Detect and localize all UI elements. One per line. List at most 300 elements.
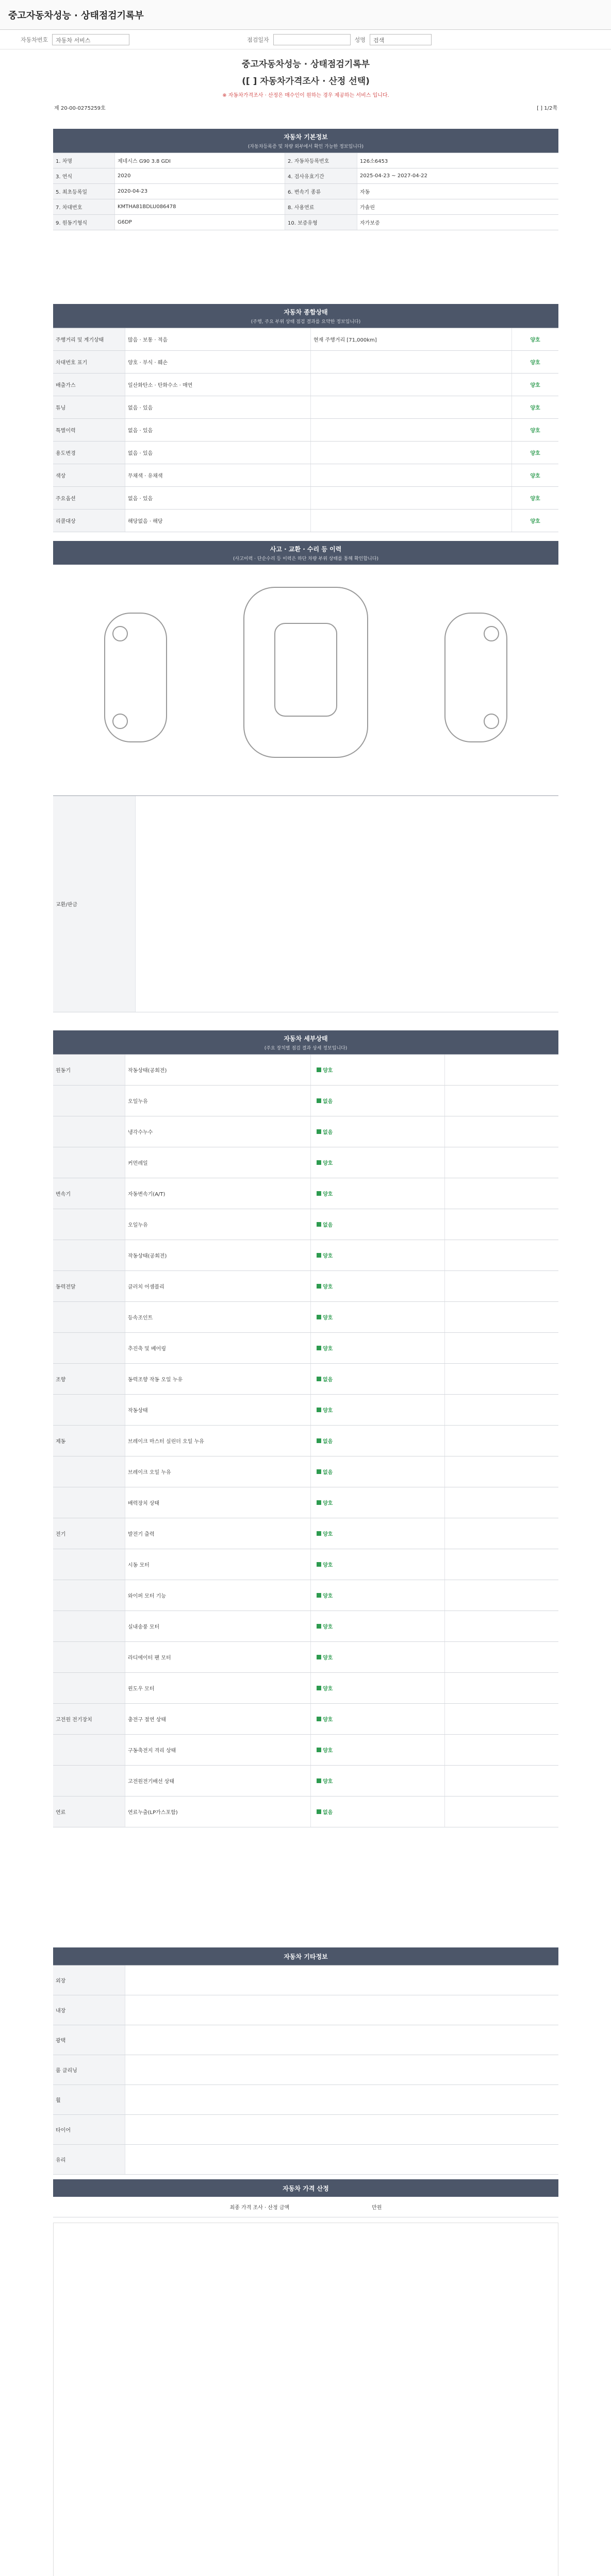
detail-item: 윈도우 모터: [125, 1673, 311, 1703]
detail-check: [311, 1611, 445, 1641]
overall-result: 양호: [530, 360, 540, 366]
overall-memo: 현재 주행거리 [71,000km]: [311, 328, 512, 350]
detail-memo: [445, 1704, 558, 1734]
detail-item: 등속조인트: [125, 1302, 311, 1332]
detail-check-value: 양호: [323, 1686, 333, 1692]
detail-item: 자동변속기(A/T): [125, 1178, 311, 1209]
detail-row: [53, 1518, 558, 1549]
price-unit: 만원: [372, 2205, 382, 2211]
overall-result: 양호: [530, 496, 540, 502]
detail-check-value: 양호: [323, 1161, 333, 1166]
detail-item: 브레이크 오일 누유: [125, 1456, 311, 1487]
info-value: KMTHA81BDLU086478: [115, 199, 285, 214]
detail-grid: [53, 1054, 558, 1827]
detail-check-value: 없음: [323, 1439, 333, 1445]
detail-check: [311, 1116, 445, 1147]
other-row: [53, 2115, 558, 2145]
filter-input-name[interactable]: 검색: [370, 34, 432, 45]
detail-memo: [445, 1055, 558, 1085]
detail-memo: [445, 1178, 558, 1209]
detail-check-value: 없음: [323, 1099, 333, 1105]
overall-key: 특별이력: [53, 419, 125, 441]
detail-check: [311, 1456, 445, 1487]
detail-row: [53, 1580, 558, 1611]
other-key: 외장: [53, 1965, 125, 1995]
info-value: 자동: [360, 190, 370, 195]
overall-options: 없음 · 있음: [125, 487, 311, 509]
overall-key: 배출가스: [53, 374, 125, 396]
overall-result: 양호: [530, 473, 540, 479]
price-row: [53, 2197, 558, 2217]
detail-item: 추진축 및 베어링: [125, 1333, 311, 1363]
check-icon: [317, 1377, 321, 1381]
other-body: [125, 2145, 558, 2174]
detail-row: [53, 1364, 558, 1395]
accident-table: [53, 796, 558, 1012]
info-row: [53, 199, 558, 215]
detail-check-value: 양호: [323, 1532, 333, 1537]
check-icon: [317, 1778, 321, 1783]
section-detail: [53, 1030, 558, 1827]
detail-check-value: 양호: [323, 1346, 333, 1352]
detail-group: [53, 1456, 125, 1487]
band-sub: (주요 장치별 점검 결과 상세 정보입니다): [264, 1045, 348, 1051]
check-icon: [317, 1531, 321, 1536]
accident-body: [136, 796, 558, 1012]
detail-check: [311, 1580, 445, 1611]
detail-item: 고전원전기배선 상태: [125, 1766, 311, 1796]
info-key: 2. 자동차등록번호: [285, 153, 357, 168]
check-icon: [317, 1809, 321, 1814]
info-row: [53, 215, 558, 230]
detail-check: [311, 1395, 445, 1425]
overall-memo: [311, 487, 512, 509]
price-label: 최종 가격 조사 · 산정 금액: [229, 2205, 290, 2211]
detail-memo: [445, 1642, 558, 1672]
overall-row: [53, 487, 558, 510]
detail-check-value: 양호: [323, 1624, 333, 1630]
check-icon: [317, 1346, 321, 1350]
detail-group: [53, 1642, 125, 1672]
overall-result: 양호: [530, 428, 540, 434]
detail-item: 와이퍼 모터 기능: [125, 1580, 311, 1611]
filter-label-car: 자동차번호: [21, 36, 48, 43]
overall-memo: [311, 396, 512, 418]
overall-options: 일산화탄소 · 탄화수소 · 매연: [125, 374, 311, 396]
section-basic-info: [53, 129, 558, 230]
detail-check-value: 양호: [323, 1594, 333, 1599]
info-value: 126소6453: [360, 159, 388, 164]
info-value: 2020-04-23: [115, 184, 285, 199]
detail-item: 클러치 어셈블리: [125, 1271, 311, 1301]
detail-group: [53, 1580, 125, 1611]
info-key: 5. 최초등록일: [53, 184, 115, 199]
info-value: 제네시스 G90 3.8 GDI: [115, 153, 285, 168]
info-key: 4. 검사유효기간: [285, 168, 357, 183]
detail-group: 제동: [53, 1426, 125, 1456]
overall-row: [53, 419, 558, 442]
detail-item: 배력장치 상태: [125, 1487, 311, 1518]
detail-check-value: 양호: [323, 1779, 333, 1785]
detail-row: [53, 1426, 558, 1456]
detail-row: [53, 1086, 558, 1116]
detail-check-value: 양호: [323, 1284, 333, 1290]
detail-check-value: 양호: [323, 1717, 333, 1723]
detail-check-value: 양호: [323, 1748, 333, 1754]
detail-row: [53, 1271, 558, 1302]
detail-group: [53, 1209, 125, 1240]
detail-check: [311, 1240, 445, 1270]
overall-grid: [53, 328, 558, 532]
detail-item: 발전기 출력: [125, 1518, 311, 1549]
other-grid: [53, 1965, 558, 2175]
detail-check: [311, 1178, 445, 1209]
overall-options: 무채색 · 유채색: [125, 464, 311, 486]
detail-check: [311, 1055, 445, 1085]
check-icon: [317, 1315, 321, 1319]
detail-memo: [445, 1456, 558, 1487]
other-body: [125, 2115, 558, 2144]
overall-memo: [311, 510, 512, 532]
other-body: [125, 2055, 558, 2084]
detail-group: 동력전달: [53, 1271, 125, 1301]
detail-row: [53, 1487, 558, 1518]
other-key: 광택: [53, 2025, 125, 2055]
detail-group: 변속기: [53, 1178, 125, 1209]
car-diagram: [74, 567, 538, 793]
overall-memo: [311, 374, 512, 396]
detail-check: [311, 1673, 445, 1703]
other-key: 휠: [53, 2085, 125, 2114]
info-row: [53, 153, 558, 168]
overall-key: 용도변경: [53, 442, 125, 464]
overall-row: [53, 510, 558, 532]
doc-notice: ※ 자동차가격조사 · 산정은 매수인이 원하는 경우 제공하는 서비스 입니다.: [222, 93, 389, 98]
band-title: 사고 · 교환 · 수리 등 이력: [270, 545, 342, 553]
accident-grid: [53, 795, 558, 1012]
detail-memo: [445, 1735, 558, 1765]
detail-group: 조향: [53, 1364, 125, 1394]
overall-row: [53, 442, 558, 464]
detail-check-value: 양호: [323, 1315, 333, 1321]
overall-row: [53, 464, 558, 487]
overall-result: 양호: [530, 337, 540, 343]
detail-group: [53, 1766, 125, 1796]
overall-key: 리콜대상: [53, 510, 125, 532]
info-key: 3. 연식: [53, 168, 115, 183]
info-value: G6DP: [115, 215, 285, 230]
overall-memo: [311, 419, 512, 441]
detail-memo: [445, 1302, 558, 1332]
detail-row: [53, 1302, 558, 1333]
detail-row: [53, 1240, 558, 1271]
filter-label-date: 점검일자: [247, 36, 269, 43]
info-key: 1. 차명: [53, 153, 115, 168]
overall-key: 튜닝: [53, 396, 125, 418]
detail-row: [53, 1178, 558, 1209]
doc-meta: [53, 104, 558, 111]
info-key: 8. 사용연료: [285, 199, 357, 214]
detail-check-value: 양호: [323, 1192, 333, 1197]
detail-memo: [445, 1518, 558, 1549]
info-value: 2020: [115, 168, 285, 183]
other-body: [125, 1965, 558, 1995]
detail-check: [311, 1735, 445, 1765]
detail-memo: [445, 1797, 558, 1827]
info-row: [53, 168, 558, 184]
detail-memo: [445, 1147, 558, 1178]
detail-check-value: 양호: [323, 1253, 333, 1259]
check-icon: [317, 1562, 321, 1567]
detail-row: [53, 1704, 558, 1735]
detail-memo: [445, 1580, 558, 1611]
check-icon: [317, 1253, 321, 1258]
band-other: 자동차 기타정보: [53, 1947, 558, 1965]
detail-memo: [445, 1549, 558, 1580]
filter-input-car[interactable]: 자동차 서비스: [52, 34, 129, 45]
detail-check-value: 양호: [323, 1655, 333, 1661]
detail-group: [53, 1549, 125, 1580]
overall-row: [53, 396, 558, 419]
overall-options: 없음 · 있음: [125, 442, 311, 464]
filter-input-date[interactable]: [273, 34, 351, 45]
band-sub: (주행, 주요 부위 상태 점검 결과를 요약한 정보입니다): [251, 319, 361, 325]
detail-memo: [445, 1086, 558, 1116]
detail-memo: [445, 1673, 558, 1703]
overall-row: [53, 328, 558, 351]
doc-title: 중고자동차성능 · 상태점검기록부: [241, 59, 370, 70]
detail-check-value: 없음: [323, 1377, 333, 1383]
detail-group: [53, 1086, 125, 1116]
detail-row: [53, 1549, 558, 1580]
price-notes: [53, 2223, 558, 2576]
detail-row: [53, 1456, 558, 1487]
detail-check: [311, 1271, 445, 1301]
detail-check: [311, 1518, 445, 1549]
check-icon: [317, 1655, 321, 1659]
overall-memo: [311, 351, 512, 373]
check-icon: [317, 1624, 321, 1629]
detail-item: 라디에이터 팬 모터: [125, 1642, 311, 1672]
detail-row: [53, 1333, 558, 1364]
check-icon: [317, 1438, 321, 1443]
detail-group: [53, 1487, 125, 1518]
overall-options: 해당없음 · 해당: [125, 510, 311, 532]
detail-item: 오일누유: [125, 1209, 311, 1240]
overall-memo: [311, 442, 512, 464]
detail-item: 작동상태(공회전): [125, 1055, 311, 1085]
detail-group: [53, 1147, 125, 1178]
band-title: 자동차 기본정보: [284, 133, 328, 141]
detail-check: [311, 1704, 445, 1734]
detail-item: 커먼레일: [125, 1147, 311, 1178]
info-value: 가솔린: [360, 205, 375, 211]
detail-row: [53, 1642, 558, 1673]
check-icon: [317, 1222, 321, 1227]
detail-memo: [445, 1209, 558, 1240]
detail-check: [311, 1426, 445, 1456]
section-accident: [53, 541, 558, 1012]
detail-group: [53, 1735, 125, 1765]
detail-row: [53, 1735, 558, 1766]
other-row: [53, 2145, 558, 2175]
detail-check-value: 양호: [323, 1068, 333, 1074]
check-icon: [317, 1408, 321, 1412]
info-value: 자가보증: [360, 221, 380, 226]
check-icon: [317, 1129, 321, 1134]
filter-bar: [0, 30, 611, 49]
band-accident: [53, 541, 558, 565]
check-icon: [317, 1067, 321, 1072]
detail-check-value: 없음: [323, 1470, 333, 1476]
detail-check-value: 양호: [323, 1408, 333, 1414]
band-title: 자동차 세부상태: [284, 1035, 328, 1042]
detail-row: [53, 1209, 558, 1240]
detail-group: [53, 1302, 125, 1332]
other-row: [53, 2055, 558, 2085]
other-body: [125, 2025, 558, 2055]
other-row: [53, 1995, 558, 2025]
detail-check: [311, 1333, 445, 1363]
filter-label-name: 성명: [354, 36, 366, 43]
window-title: 중고자동차성능 · 상태점검기록부: [0, 0, 611, 30]
other-body: [125, 2085, 558, 2114]
detail-item: 동력조향 작동 오일 누유: [125, 1364, 311, 1394]
detail-check-value: 없음: [323, 1223, 333, 1228]
band-sub: (자동차등록증 및 차량 외부에서 확인 가능한 정보입니다): [247, 144, 364, 149]
overall-key: 주행거리 및 계기상태: [53, 328, 125, 350]
overall-key: 주요옵션: [53, 487, 125, 509]
band-price: 자동차 가격 산정: [53, 2179, 558, 2197]
section-overall: [53, 304, 558, 532]
detail-memo: [445, 1333, 558, 1363]
overall-row: [53, 351, 558, 374]
detail-memo: [445, 1364, 558, 1394]
other-key: 유리: [53, 2145, 125, 2174]
overall-result: 양호: [530, 451, 540, 456]
detail-memo: [445, 1116, 558, 1147]
detail-item: 작동상태: [125, 1395, 311, 1425]
detail-item: 냉각수누수: [125, 1116, 311, 1147]
detail-row: [53, 1147, 558, 1178]
detail-memo: [445, 1611, 558, 1641]
document: [53, 49, 558, 111]
other-key: 내장: [53, 1995, 125, 2025]
section-other: [53, 1947, 558, 2175]
overall-options: 양호 · 부식 · 훼손: [125, 351, 311, 373]
check-icon: [317, 1098, 321, 1103]
detail-row: [53, 1116, 558, 1147]
other-row: [53, 1965, 558, 1995]
detail-check: [311, 1549, 445, 1580]
detail-group: 고전원 전기장치: [53, 1704, 125, 1734]
detail-item: 오일누유: [125, 1086, 311, 1116]
doc-subtitle: ([ ] 자동차가격조사 · 산정 선택): [242, 76, 370, 87]
detail-item: 브레이크 마스터 실린더 오일 누유: [125, 1426, 311, 1456]
other-row: [53, 2025, 558, 2055]
detail-group: [53, 1240, 125, 1270]
overall-options: 없음 · 있음: [125, 396, 311, 418]
detail-check: [311, 1766, 445, 1796]
band-title: 자동차 종합상태: [284, 308, 328, 316]
detail-group: 원동기: [53, 1055, 125, 1085]
other-key: 타이어: [53, 2115, 125, 2144]
detail-check: [311, 1302, 445, 1332]
check-icon: [317, 1717, 321, 1721]
check-icon: [317, 1284, 321, 1289]
info-key: 10. 보증유형: [285, 215, 357, 230]
detail-memo: [445, 1766, 558, 1796]
detail-check-value: 없음: [323, 1130, 333, 1136]
detail-check: [311, 1209, 445, 1240]
band-sub: (사고이력 · 단순수리 등 이력은 하단 차량 부위 상태를 통해 확인합니다): [233, 556, 378, 562]
other-body: [125, 1995, 558, 2025]
detail-item: 연료누출(LP가스포함): [125, 1797, 311, 1827]
detail-check-value: 양호: [323, 1501, 333, 1506]
band-overall: [53, 304, 558, 328]
other-key: 룸 클리닝: [53, 2055, 125, 2084]
doc-number: 제 20-00-0275259호: [54, 106, 106, 111]
detail-memo: [445, 1487, 558, 1518]
check-icon: [317, 1160, 321, 1165]
detail-row: [53, 1395, 558, 1426]
notes-text: [54, 2223, 558, 2576]
overall-result: 양호: [530, 383, 540, 388]
check-icon: [317, 1748, 321, 1752]
other-row: [53, 2085, 558, 2115]
overall-result: 양호: [530, 405, 540, 411]
info-key: 7. 차대번호: [53, 199, 115, 214]
doc-page: [ ] 1/2쪽: [537, 106, 557, 111]
accident-label: 교환/판금: [53, 796, 136, 1012]
check-icon: [317, 1593, 321, 1598]
detail-check: [311, 1147, 445, 1178]
detail-check: [311, 1487, 445, 1518]
check-icon: [317, 1500, 321, 1505]
detail-memo: [445, 1426, 558, 1456]
detail-row: [53, 1611, 558, 1642]
detail-item: 충전구 절연 상태: [125, 1704, 311, 1734]
section-price: [53, 2179, 558, 2576]
detail-group: 연료: [53, 1797, 125, 1827]
detail-row: [53, 1055, 558, 1086]
overall-options: 없음 · 있음: [125, 419, 311, 441]
detail-item: 구동축전지 격리 상태: [125, 1735, 311, 1765]
overall-key: 색상: [53, 464, 125, 486]
band-detail: [53, 1030, 558, 1054]
doc-header: [53, 57, 558, 98]
detail-check: [311, 1364, 445, 1394]
detail-memo: [445, 1271, 558, 1301]
info-key: 6. 변속기 종류: [285, 184, 357, 199]
overall-memo: [311, 464, 512, 486]
detail-group: [53, 1673, 125, 1703]
detail-group: [53, 1333, 125, 1363]
overall-result: 양호: [530, 519, 540, 524]
detail-item: 시동 모터: [125, 1549, 311, 1580]
detail-row: [53, 1797, 558, 1827]
detail-check: [311, 1642, 445, 1672]
band-basic-info: [53, 129, 558, 152]
overall-key: 차대번호 표기: [53, 351, 125, 373]
detail-item: 작동상태(공회전): [125, 1240, 311, 1270]
overall-options: 많음 · 보통 · 적음: [125, 328, 311, 350]
detail-memo: [445, 1395, 558, 1425]
detail-check: [311, 1086, 445, 1116]
basic-info-grid: [53, 152, 558, 230]
overall-row: [53, 374, 558, 396]
detail-group: 전기: [53, 1518, 125, 1549]
